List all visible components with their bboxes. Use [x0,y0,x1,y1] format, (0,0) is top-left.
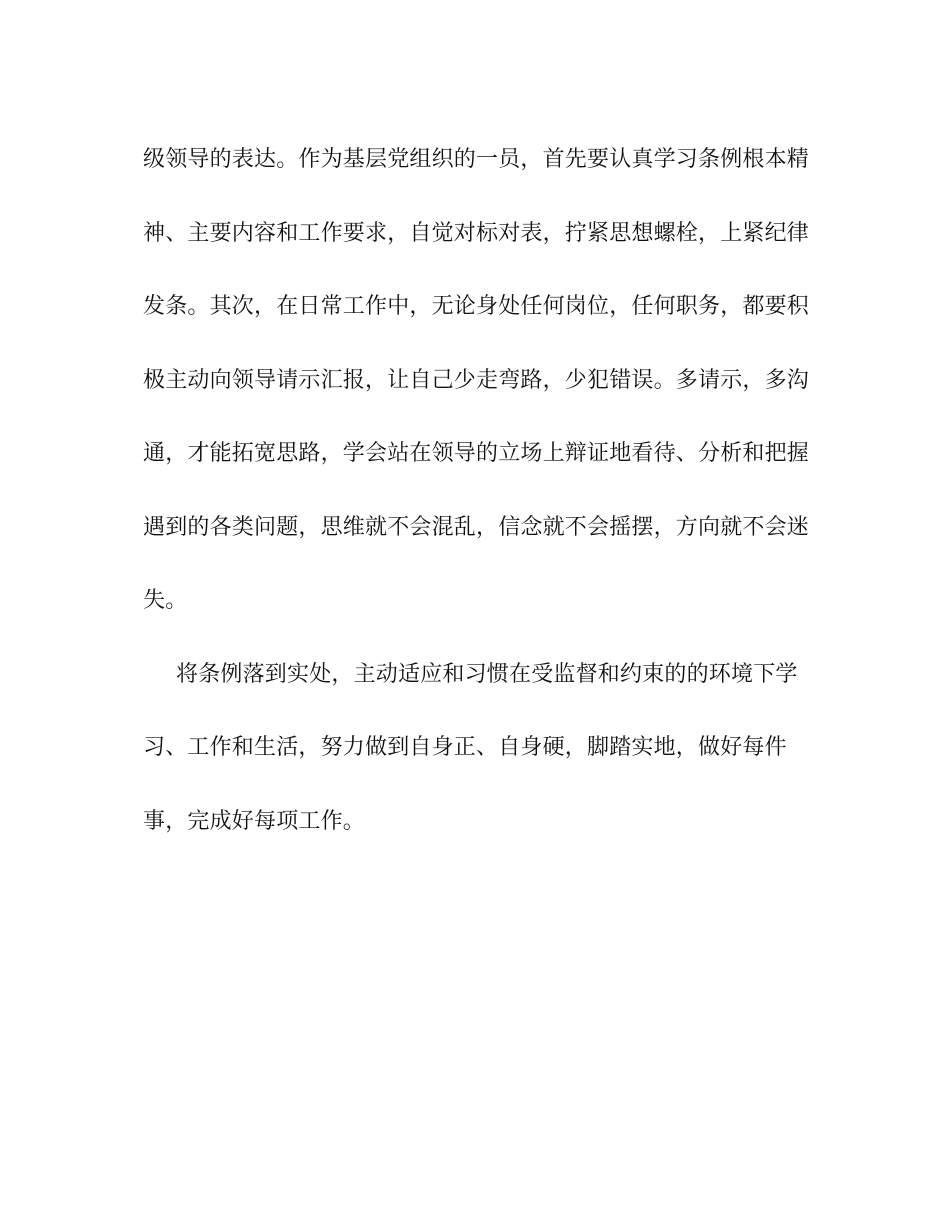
text-line: 极主动向领导请示汇报，让自己少走弯路，少犯错误。多请示，多沟 [143,367,810,393]
text-line: 失。 [143,588,188,613]
text-line: 神、主要内容和工作要求，自觉对标对表，拧紧思想螺栓，上紧纪律 [143,220,810,246]
text-line: 事，完成好每项工作。 [143,808,366,834]
document-body [143,134,813,869]
text-line: 级领导的表达。作为基层党组织的一员，首先要认真学习条例根本精 [143,147,810,172]
text-line: 遇到的各类问题，思维就不会混乱，信念就不会摇摆，方向就不会迷 [143,514,810,540]
text-line: 发条。其次，在日常工作中，无论身处任何岗位，任何职务，都要积 [143,294,810,319]
text-line: 通，才能拓宽思路，学会站在领导的立场上辩证地看待、分析和把握 [143,441,810,466]
paragraph-1 [143,134,813,649]
text-line: 习、工作和生活，努力做到自身正、自身硬，脚踏实地，做好每件 [143,735,787,760]
paragraph-2 [143,649,813,870]
text-line: 将条例落到实处，主动适应和习惯在受监督和约束的的环境下学 [176,661,798,687]
